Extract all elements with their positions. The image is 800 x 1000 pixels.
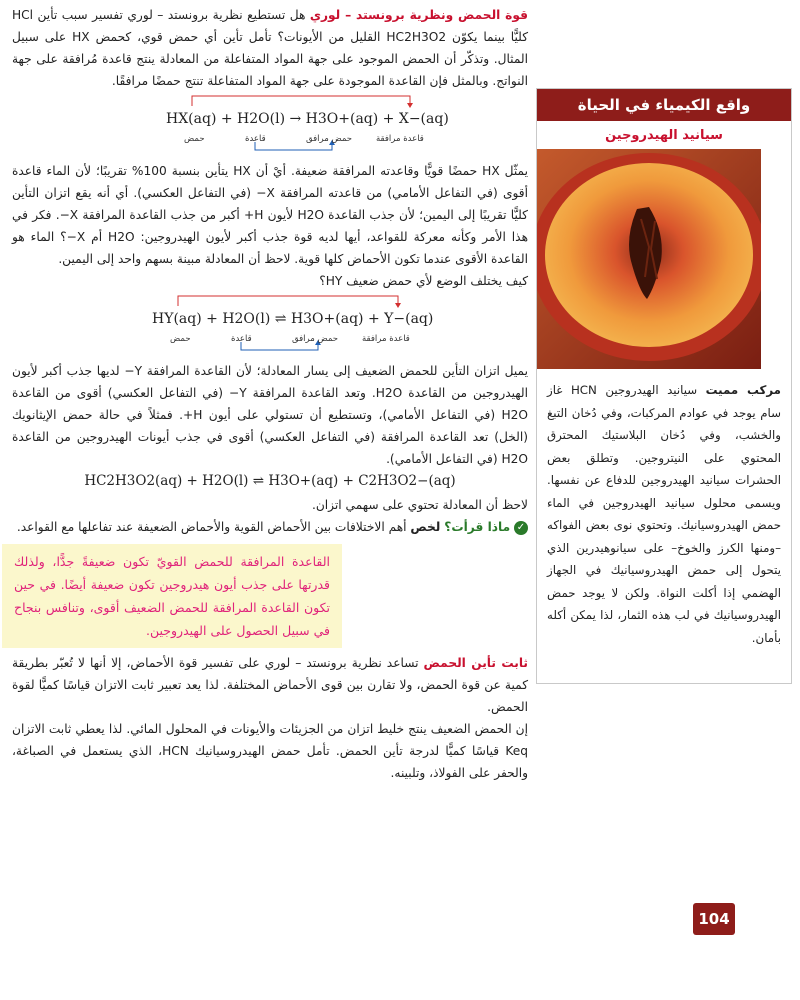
what-i-read-verb: لخص	[410, 520, 441, 534]
what-i-read-text: أهم الاختلافات بين الأحماض القوية والأحماض الضعيفة عند تفاعلها مع القواعد.	[16, 520, 407, 534]
label-base: قاعدة	[245, 134, 266, 144]
label-acid: حمض	[184, 134, 205, 144]
equation-3: HC2H3O2(aq) + H2O(l) ⇌ H3O+(aq) + C2H3O2−(aq)	[84, 473, 456, 489]
equation-strong-acid	[12, 94, 528, 154]
section1-text: هل تستطيع نظرية برونستد – لوري تفسير سبب تأين HCl كليًّا بينما يكوّن HC2H3O2 القليل من الأيونات؟ تأمل تأين أي حمض قوي، كحمض HX على سبيل المثال. وتذكّر أن الحمض الموجود على جهة المواد المتفاعلة من المعادلة ينتج قاعدة مُرافقة على جهة النواتج. وبالمثل فإن القاعدة الموجودة على جهة المواد المتفاعلة تنتج حمضًا مرافقًا.	[12, 8, 528, 88]
label-conjugate-base: قاعدة مرافقة	[376, 134, 424, 144]
what-i-read-label: ماذا قرأت؟	[444, 520, 511, 534]
label-conjugate-acid-2: حمض مرافق	[292, 334, 339, 344]
answer-box: القاعدة المرافقة للحمض القويّ تكون ضعيفةً جدًّا، ولذلك قدرتها على جذب أيون هيدروجين تكون ضعيفة أيضًا. في حين تكون القاعدة المرافقة للحمض الضعيف أقوى، وتنافس بنجاح في سبيل الحصول على الهيدروجين.	[2, 544, 342, 648]
sidebar-heading: واقع الكيمياء في الحياة	[537, 89, 791, 121]
label-conjugate-base-2: قاعدة مرافقة	[362, 334, 410, 344]
sidebar-box	[536, 88, 792, 684]
sidebar-text	[537, 373, 791, 649]
weak-acid-paragraph: يميل اتزان التأين للحمض الضعيف إلى يسار المعادلة؛ لأن القاعدة المرافقة Y− لديها جذب أكبر لأيون الهيدروجين من القاعدة H2O. وتعد القاعدة المرافقة Y− (في التفاعل العكسي) أقوى من القاعدة H2O (في التفاعل الأمامي)، وتستطيع أن تستولي على أيون H+. فمثلاً في حالة حمض الإيثانويك (الخل) تعد القاعدة المرافقة (في التفاعل العكسي) أقوى في جذب أيونات الهيدروجين من القاعدة H2O (في التفاعل الأمامي).	[12, 364, 529, 466]
weak-acid-question: كيف يختلف الوضع لأي حمض ضعيف HY؟	[319, 274, 528, 288]
sidebar-lead: مركب مميت	[705, 383, 781, 397]
equation-1: HX(aq) + H2O(l) → H3O+(aq) + X−(aq)	[166, 111, 449, 127]
checkmark-icon: ✓	[514, 521, 528, 535]
section2-text: تساعد نظرية برونستد – لوري على تفسير قوة الأحماض، إلا أنها لا تُعبّر بطريقة كمية عن قوة الحمض، ولا تقارن بين قوى الأحماض المختلفة. لذا يعد تعبير ثابت الاتزان قياسًا كميًّا لقوة الحمض.	[12, 656, 528, 714]
equation-weak-acid	[12, 294, 528, 354]
main-column	[12, 4, 528, 994]
peach-photo	[537, 149, 761, 369]
section2-heading: ثابت تأين الحمض	[423, 656, 528, 670]
section2-paragraph	[12, 652, 528, 718]
label-base-2: قاعدة	[231, 334, 252, 344]
section2-paragraph-2: إن الحمض الضعيف ينتج خليط اتزان من الجزيئات والأيونات في المحلول المائي. لذا يعطي ثابت الاتزان Keq قياسًا كميًّا لدرجة تأين الحمض. تأمل حمض الهيدروسيانيك HCN، الذي يستعمل في الصباغة، والحفر على الفولاذ، وتلبينه.	[12, 722, 528, 780]
label-acid-2: حمض	[170, 334, 191, 344]
equilibrium-note: لاحظ أن المعادلة تحتوي على سهمي اتزان.	[311, 498, 528, 512]
label-conjugate-acid: حمض مرافق	[306, 134, 353, 144]
strong-acid-paragraph: يمثّل HX حمضًا قويًّا وقاعدته المرافقة ضعيفة. أيْ أن HX يتأين بنسبة 100% تقريبًا؛ لأن الماء قاعدة أقوى (في التفاعل الأمامي) من قاعدته المرافقة X− (في التفاعل العكسي). أي أنه يقع اتزان التأين كليًّا تقريبًا إلى اليمين؛ لأن جذب القاعدة H2O لأيون H+ أكبر من جذب القاعدة المرافقة X−. فكر في هذا الأمر وكأنه معركة للقواعد، أيها لديه قوة جذب أكبر لأيون الهيدروجين: H2O أم X−؟ الماء هو القاعدة الأقوى عندما تكون الأحماض كلها قوية. لاحظ أن المعادلة مبينة بسهم واحد إلى اليمين.	[12, 164, 529, 266]
sidebar-subheading: سيانيد الهيدروجين	[605, 128, 723, 143]
page-number: 104	[693, 903, 735, 935]
sidebar-body: سيانيد الهيدروجين HCN غاز سام يوجد في عوادم المركبات، وفي دُخان التبغ والخشب، وفي دُخان البلاستيك المحترق المحتوي على النيتروجين. وتطلق بعض الحشرات سيانيد الهيدروجين للدفاع عن نفسها. ويسمى محلول سيانيد الهيدروجين في الماء حمض الهيدروسيانيك. وتحتوي نوى بعض الفواكه –ومنها الكرز والخوخ– على سيانوهيدرين الذي يتحول إلى حمض الهيدروسيانيك في الجهاز الهضمي إذا أكلت النواة. ولكن لا يوجد حمض الهيدروسيانيك في لب هذه الثمار، لذا يمكن أكله بأمان.	[547, 383, 781, 645]
section1-paragraph	[12, 4, 528, 92]
section1-heading: قوة الحمض ونظرية برونستد – لوري	[309, 8, 528, 22]
equation-2: HY(aq) + H2O(l) ⇌ H3O+(aq) + Y−(aq)	[152, 311, 434, 327]
what-i-read	[12, 516, 528, 538]
